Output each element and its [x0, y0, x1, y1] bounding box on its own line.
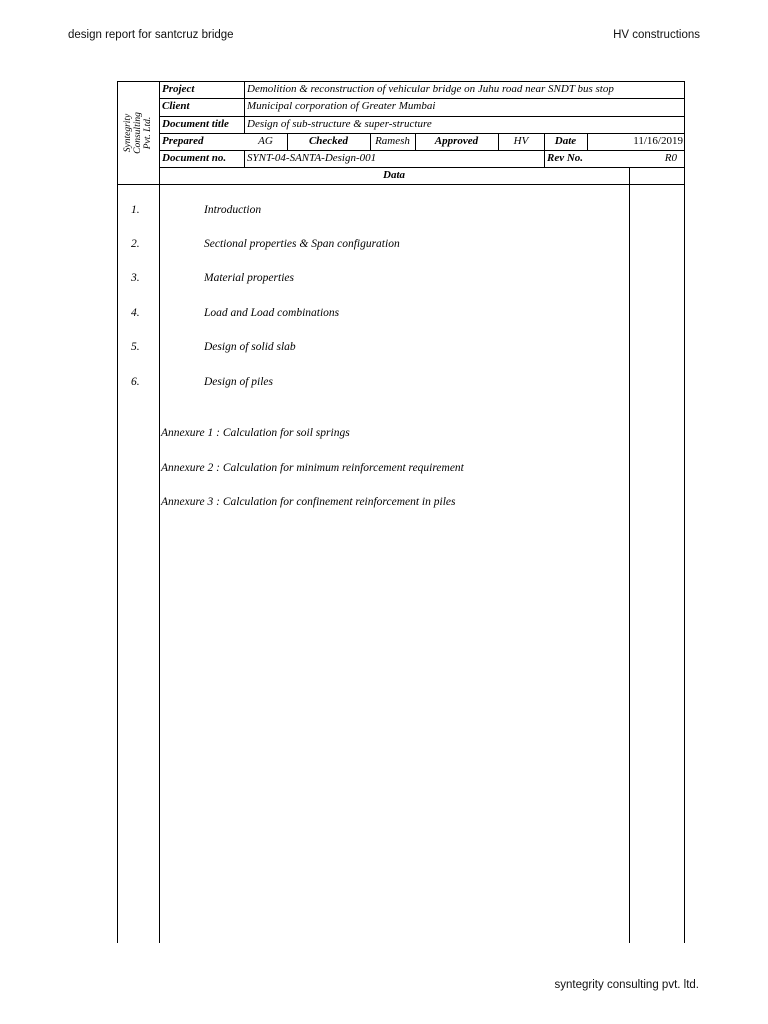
contents-title-3: Material properties — [204, 272, 294, 284]
sheet-border-right — [684, 81, 685, 943]
project-value: Demolition & reconstruction of vehicular bridge on Juhu road near SNDT bus stop — [247, 83, 614, 95]
project-label: Project — [162, 83, 195, 95]
rev-label: Rev No. — [547, 152, 584, 164]
company-line-2: Consulting — [132, 111, 143, 154]
date-label: Date — [554, 135, 577, 147]
contents-num-5: 5. — [131, 341, 140, 353]
rev-value: R0 — [664, 152, 677, 164]
company-line-1: Syntegrity — [122, 113, 133, 152]
company-stamp — [117, 81, 159, 184]
doc-no-value: SYNT-04-SANTA-Design-001 — [247, 152, 377, 164]
doc-no-label: Document no. — [162, 152, 227, 164]
label-divider-docno — [244, 150, 245, 167]
contents-num-1: 1. — [131, 204, 140, 216]
doc-title-label: Document title — [162, 118, 229, 130]
contents-num-3: 3. — [131, 272, 140, 284]
data-label: Data — [383, 169, 405, 181]
page-header-left: design report for santcruz bridge — [68, 29, 234, 41]
prepared-value: AG — [258, 135, 273, 147]
prepared-label: Prepared — [162, 135, 204, 147]
checked-value: Ramesh — [375, 135, 410, 147]
remarks-divider — [629, 167, 630, 943]
contents-title-6: Design of piles — [204, 376, 273, 388]
contents-title-4: Load and Load combinations — [204, 307, 340, 319]
annexure-2: Annexure 2 : Calculation for minimum reinforcement requirement — [161, 462, 464, 474]
page-footer-right: syntegrity consulting pvt. ltd. — [554, 979, 699, 991]
contents-num-6: 6. — [131, 376, 140, 388]
title-block-sheet — [117, 81, 685, 943]
label-divider-top — [244, 81, 245, 133]
annexure-3: Annexure 3 : Calculation for confinement reinforcement in piles — [161, 496, 456, 508]
margin-divider — [159, 81, 160, 943]
contents-title-2: Sectional properties & Span configuration — [204, 238, 400, 250]
approved-label: Approved — [434, 135, 479, 147]
date-value: 11/16/2019 — [633, 135, 683, 147]
contents-title-5: Design of solid slab — [204, 341, 296, 353]
contents-title-1: Introduction — [204, 204, 262, 216]
annexure-1: Annexure 1 : Calculation for soil springs — [161, 427, 350, 439]
company-line-3: Pvt. Ltd. — [142, 116, 153, 149]
contents-num-2: 2. — [131, 238, 140, 250]
sheet-border-left — [117, 81, 118, 943]
client-value: Municipal corporation of Greater Mumbai — [247, 100, 436, 112]
contents-num-4: 4. — [131, 307, 140, 319]
doc-title-value: Design of sub-structure & super-structure — [247, 118, 432, 130]
client-label: Client — [162, 100, 190, 112]
header-bottom-line — [117, 184, 685, 185]
page-header-right: HV constructions — [613, 29, 700, 41]
approved-value: HV — [513, 135, 529, 147]
checked-label: Checked — [308, 135, 349, 147]
